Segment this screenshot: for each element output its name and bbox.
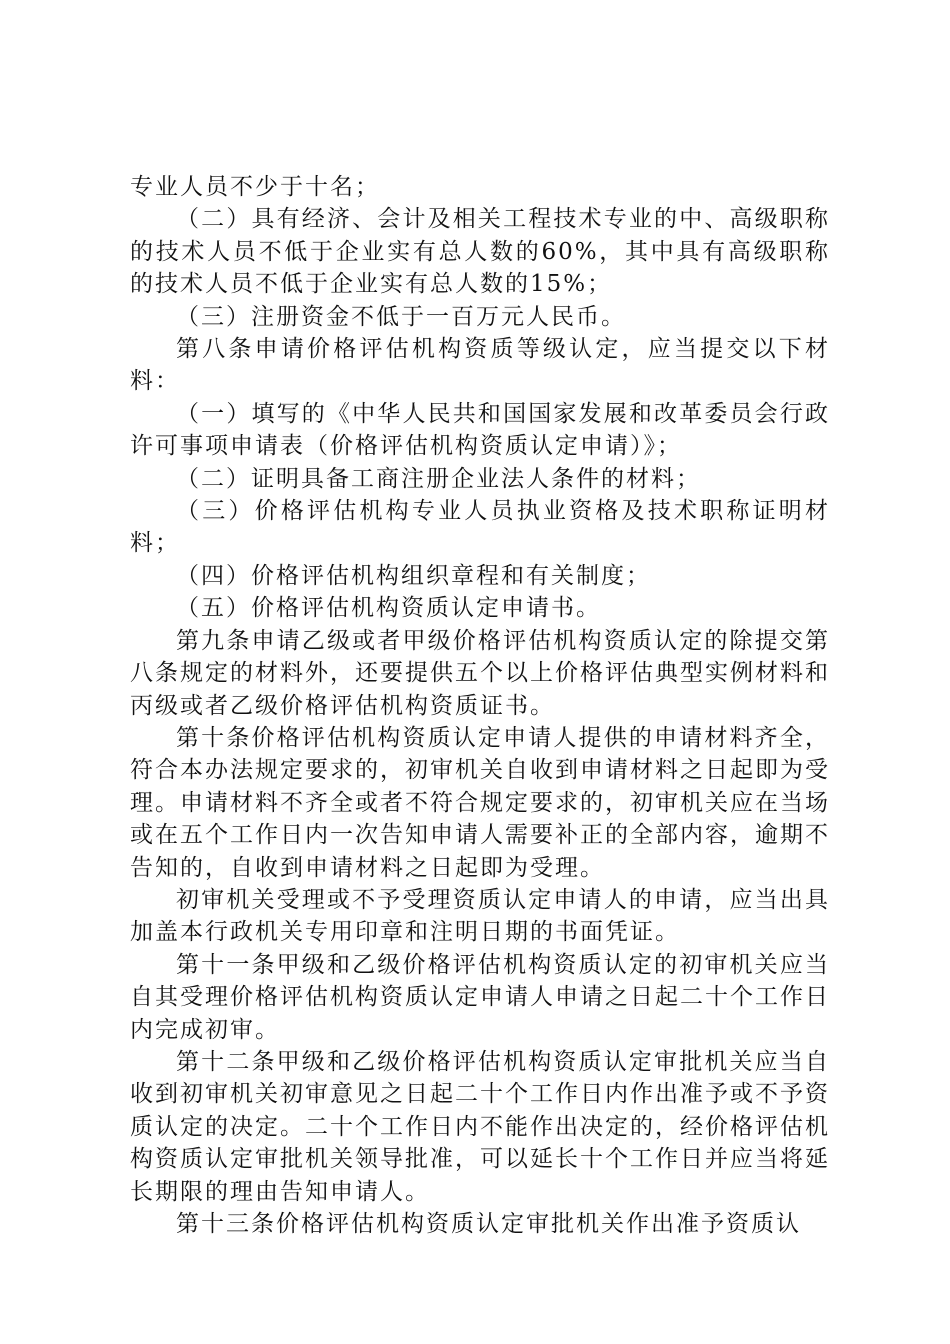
paragraph-article-8: 第八条申请价格评估机构资质等级认定，应当提交以下材料： (130, 336, 830, 395)
paragraph-article-10: 第十条价格评估机构资质认定申请人提供的申请材料齐全，符合本办法规定要求的，初审机关自收到申请材料之日起即为受理。申请材料不齐全或者不符合规定要求的，初审机关应在当场或在五个工作日内一次告知申请人需要补正的全部内容，逾期不告知的，自收到申请材料之日起即为受理。 (130, 724, 830, 881)
paragraph-continuation: 专业人员不少于十名； (130, 174, 380, 200)
paragraph-article-11: 第十一条甲级和乙级价格评估机构资质认定的初审机关应当自其受理价格评估机构资质认定申请人申请之日起二十个工作日内完成初审。 (130, 951, 830, 1043)
paragraph-material-4: （四）价格评估机构组织章程和有关制度； (176, 562, 651, 589)
paragraph-acceptance-receipt: 初审机关受理或不予受理资质认定申请人的申请，应当出具加盖本行政机关专用印章和注明日期的书面凭证。 (130, 886, 830, 946)
paragraph-item-2: （二）具有经济、会计及相关工程技术专业的中、高级职称的技术人员不低于企业实有总人数的60%，其中具有高级职称的技术人员不低于企业实有总人数的15%； (130, 206, 830, 298)
paragraph-material-3: （三）价格评估机构专业人员执业资格及技术职称证明材料； (130, 498, 830, 557)
paragraph-article-12: 第十二条甲级和乙级价格评估机构资质认定审批机关应当自收到初审机关初审意见之日起二十个工作日内作出准予或不予资质认定的决定。二十个工作日内不能作出决定的，经价格评估机构资质认定审批机关领导批准，可以延长十个工作日并应当将延长期限的理由告知申请人。 (130, 1048, 830, 1205)
paragraph-material-5: （五）价格评估机构资质认定申请书。 (176, 595, 601, 622)
paragraph-article-13: 第十三条价格评估机构资质认定审批机关作出准予资质认 (176, 1211, 801, 1237)
paragraph-material-2: （二）证明具备工商注册企业法人条件的材料； (176, 465, 701, 492)
paragraph-item-3: （三）注册资金不低于一百万元人民币。 (176, 303, 626, 330)
document-body (130, 171, 830, 1240)
paragraph-material-1: （一）填写的《中华人民共和国国家发展和改革委员会行政许可事项申请表（价格评估机构资质认定申请）》； (130, 400, 830, 460)
paragraph-article-9: 第九条申请乙级或者甲级价格评估机构资质认定的除提交第八条规定的材料外，还要提供五个以上价格评估典型实例材料和丙级或者乙级价格评估机构资质证书。 (130, 627, 830, 719)
